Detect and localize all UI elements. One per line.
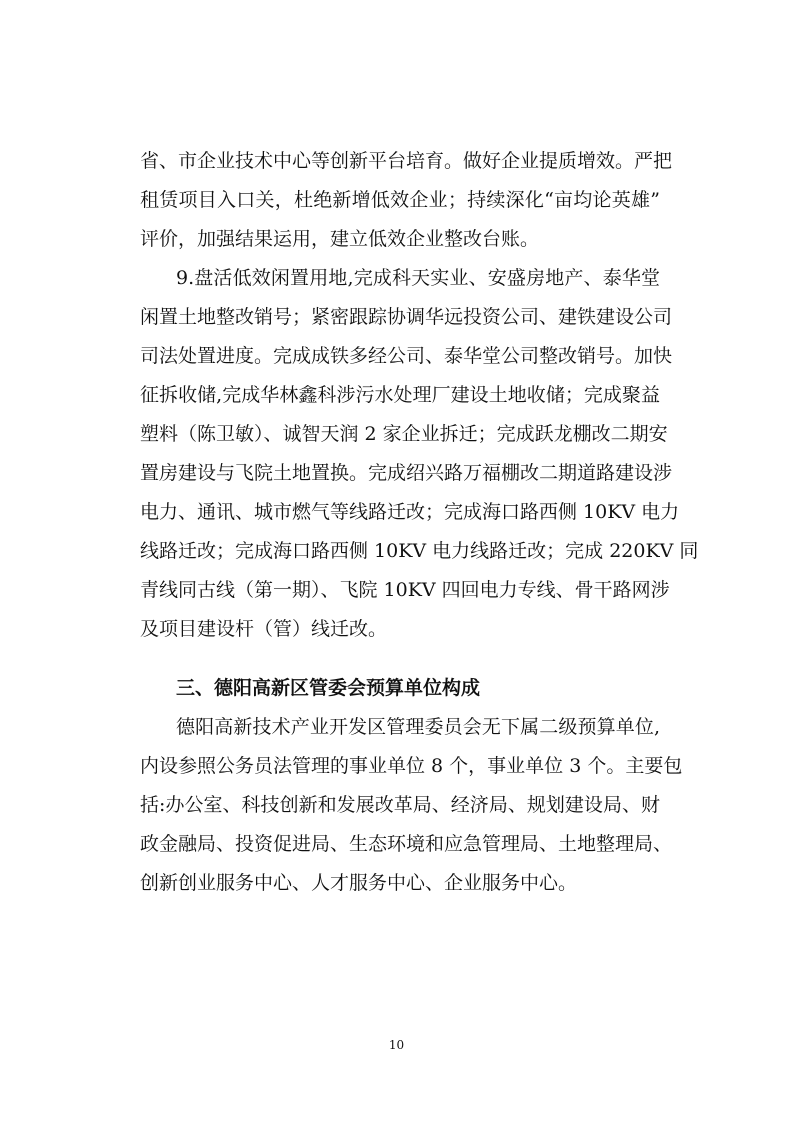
body-line: 塑料（陈卫敏）、诚智天润 2 家企业拆迁；完成跃龙棚改二期安 <box>140 423 668 445</box>
body-line: 闲置土地整改销号；紧密跟踪协调华远投资公司、建铁建设公司 <box>140 306 673 328</box>
body-line: 青线同古线（第一期）、飞院 10KV 四回电力专线、骨干路网涉 <box>140 579 670 601</box>
body-line: 及项目建设杆（管）线迁改。 <box>140 618 388 640</box>
body-line: 括:办公室、科技创新和发展改革局、经济局、规划建设局、财 <box>140 794 660 816</box>
section-heading: 三、德阳高新区管委会预算单位构成 <box>176 677 481 699</box>
section-3-first-line: 德阳高新技术产业开发区管理委员会无下属二级预算单位, <box>176 716 660 738</box>
body-line: 租赁项目入口关，杜绝新增低效企业；持续深化“亩均论英雄” <box>140 189 660 211</box>
body-line: 电力、通讯、城市燃气等线路迁改；完成海口路西侧 10KV 电力 <box>140 501 680 523</box>
paragraph-9-first-line: 9.盘活低效闲置用地,完成科天实业、安盛房地产、泰华堂 <box>176 267 660 289</box>
body-line: 内设参照公务员法管理的事业单位 8 个，事业单位 3 个。主要包 <box>140 755 683 777</box>
body-line: 省、市企业技术中心等创新平台培育。做好企业提质增效。严把 <box>140 150 673 172</box>
body-line: 创新创业服务中心、人才服务中心、企业服务中心。 <box>140 872 578 894</box>
body-line: 司法处置进度。完成成铁多经公司、泰华堂公司整改销号。加快 <box>140 345 673 367</box>
page-number: 10 <box>388 1038 405 1052</box>
body-line: 线路迁改；完成海口路西侧 10KV 电力线路迁改；完成 220KV 同 <box>140 540 699 562</box>
body-line: 评价，加强结果运用，建立低效企业整改台账。 <box>140 228 540 250</box>
body-line: 政金融局、投资促进局、生态环境和应急管理局、土地整理局、 <box>140 833 673 855</box>
body-line: 置房建设与飞院土地置换。完成绍兴路万福棚改二期道路建设涉 <box>140 462 673 484</box>
body-line: 征拆收储,完成华林鑫科涉污水处理厂建设土地收储；完成聚益 <box>140 384 660 406</box>
